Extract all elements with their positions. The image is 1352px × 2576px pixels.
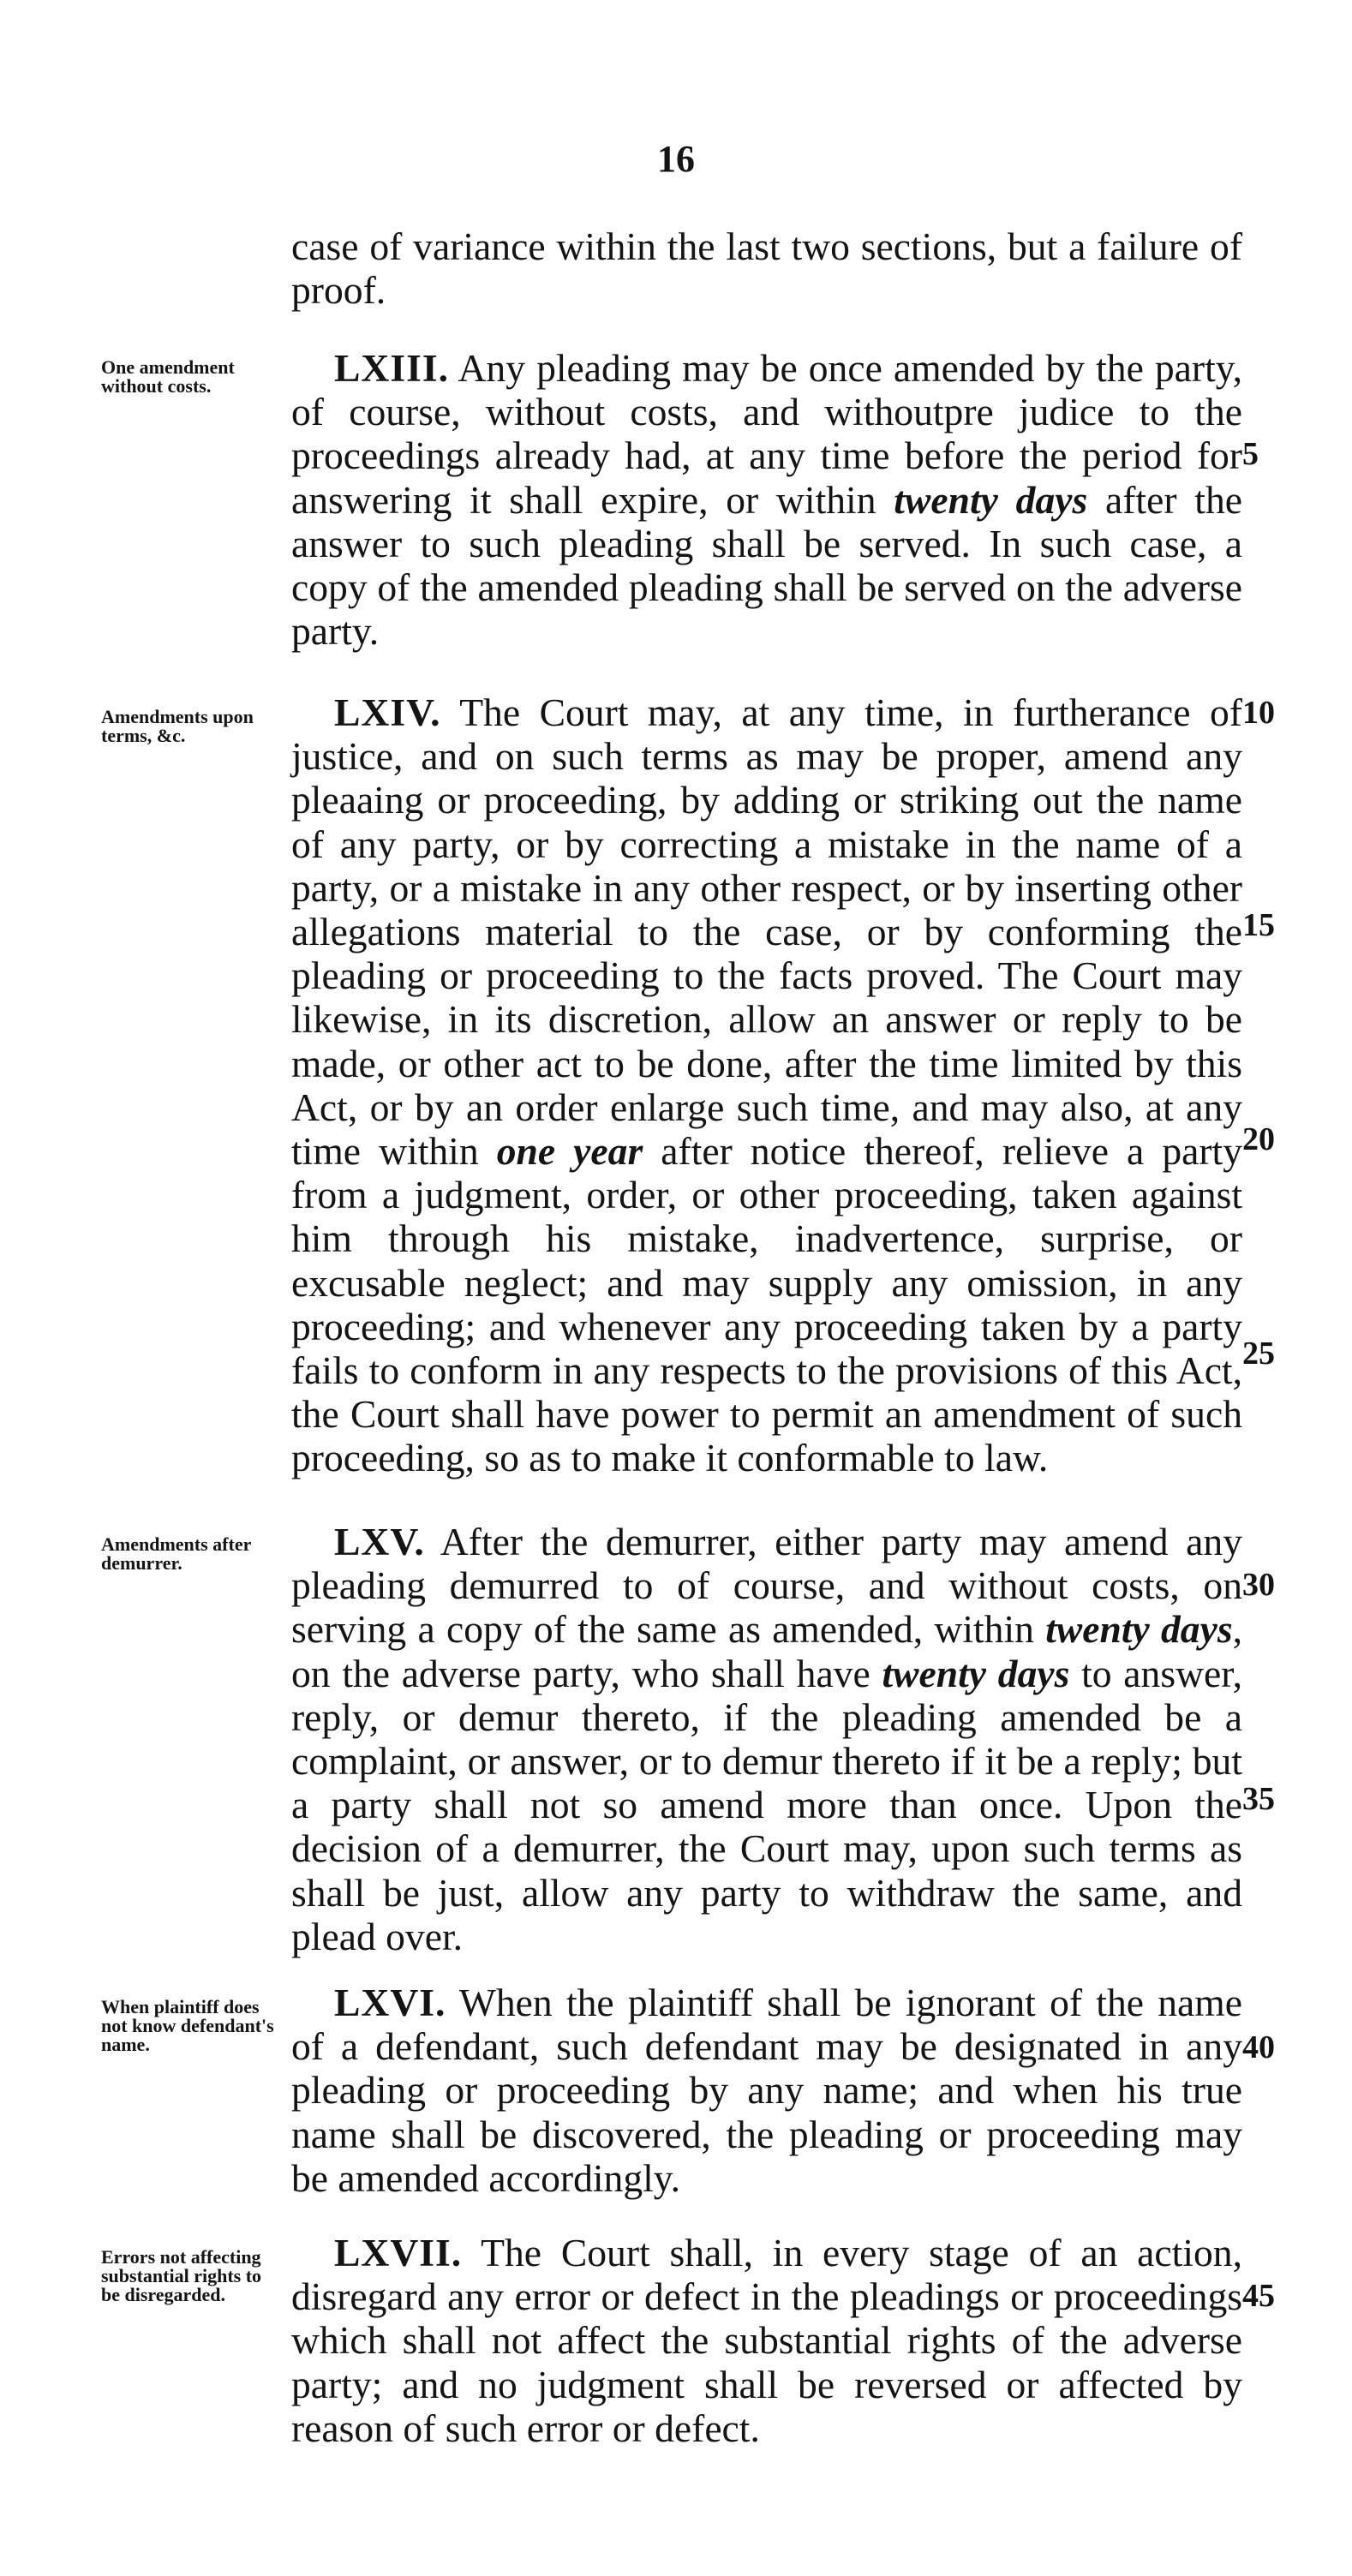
section-text: to answer, reply, or demur thereto, if the pleading amended be a complaint, or answer, or to demur thereto if it be a reply; but a party shall not so amend more than once. Upon the decision of a demurrer, the Court may, upon such terms as shall be just, allow any party to withdraw the same, and plead over.: [291, 1651, 1242, 1958]
line-number: 10: [1242, 695, 1275, 731]
section-number: LXIV.: [334, 690, 441, 734]
line-number: 40: [1242, 2029, 1275, 2065]
section-lxvii: [291, 2231, 1242, 2450]
section-lxiii: [291, 346, 1242, 653]
margin-note-lxiii: One amendment without costs.: [101, 356, 235, 397]
emphasis-text: twenty days: [882, 1651, 1070, 1695]
line-number: 5: [1242, 436, 1259, 472]
page-number: 16: [657, 138, 695, 180]
section-text: The Court shall, in every stage of an action, disregard any error or defect in the pleadings or proceedings which shall not affect the substantial rights of the adverse party; and no judgment shall be reversed or affected by reason of such error or defect.: [291, 2231, 1242, 2450]
margin-note-lxvii: Errors not affecting substantial rights to be disregarded.: [101, 2246, 262, 2305]
emphasis-text: twenty days: [894, 477, 1088, 522]
section-text: When the plaintiff shall be ignorant of the name of a defendant, such defendant may be designated in any pleading or proceeding by any name; and when his true name shall be discovered, the pleading or proceeding may be amended accordingly.: [291, 1981, 1242, 2200]
line-number: 30: [1242, 1567, 1275, 1603]
line-number: 45: [1242, 2278, 1275, 2314]
section-lxiv: [291, 690, 1242, 1480]
carryover-paragraph: case of variance within the last two sections, but a failure of proof.: [291, 224, 1242, 313]
section-number: LXVII.: [334, 2231, 463, 2274]
section-text: After the demurrer, either party may amend any pleading demurred to of course, and without costs, on serving a copy of the same as amended, within: [291, 1520, 1242, 1652]
emphasis-text: one year: [496, 1129, 643, 1174]
margin-note-lxiv: Amendments upon terms, &c.: [101, 706, 254, 746]
section-text: The Court may, at any time, in furtherance of justice, and on such terms as may be proper, amend any pleaaing or proceeding, by adding or striking out the name of any party, or by correcting a mistake in the name of a party, or a mistake in any other respect, or by inserting other allegations material to the case, or by conforming the pleading or proceeding to the facts proved. The Court may likewise, in its discretion, allow an answer or reply to be made, or other act to be done, after the time limited by this Act, or by an order enlarge such time, and may also, at any time within: [291, 690, 1242, 1174]
section-number: LXVI.: [334, 1981, 446, 2024]
margin-note-lxvi: When plaintiff does not know defendant's name.: [101, 1996, 274, 2055]
section-text: after notice thereof, relieve a party from a judgment, order, or other proceeding, taken against him through his mistake, inadvertence, surprise, or excusable neglect; and may supply any omission, in any proceeding; and whenever any proceeding taken by a party fails to conform in any respects to the provisions of this Act, the Court shall have power to permit an amendment of such proceeding, so as to make it conformable to law.: [291, 1129, 1242, 1480]
line-number: 15: [1242, 907, 1275, 943]
section-text: after the answer to such pleading shall be served. In such case, a copy of the amended pleading shall be served on the adverse party.: [291, 477, 1242, 654]
line-number: 25: [1242, 1336, 1275, 1372]
section-number: LXIII.: [334, 346, 449, 390]
section-text: , on the adverse party, who shall have: [291, 1607, 1242, 1695]
line-number: 20: [1242, 1121, 1275, 1157]
section-lxvi: [291, 1981, 1242, 2200]
line-number: 35: [1242, 1781, 1275, 1817]
margin-note-lxv: Amendments after demurrer.: [101, 1533, 251, 1574]
section-lxv: [291, 1520, 1242, 1958]
section-text: Any pleading may be once amended by the party, of course, without costs, and withoutpre judice to the proceedings already had, at any time before the period for answering it shall expire, or within: [291, 346, 1242, 522]
emphasis-text: twenty days: [1045, 1607, 1233, 1652]
section-number: LXV.: [334, 1520, 425, 1563]
